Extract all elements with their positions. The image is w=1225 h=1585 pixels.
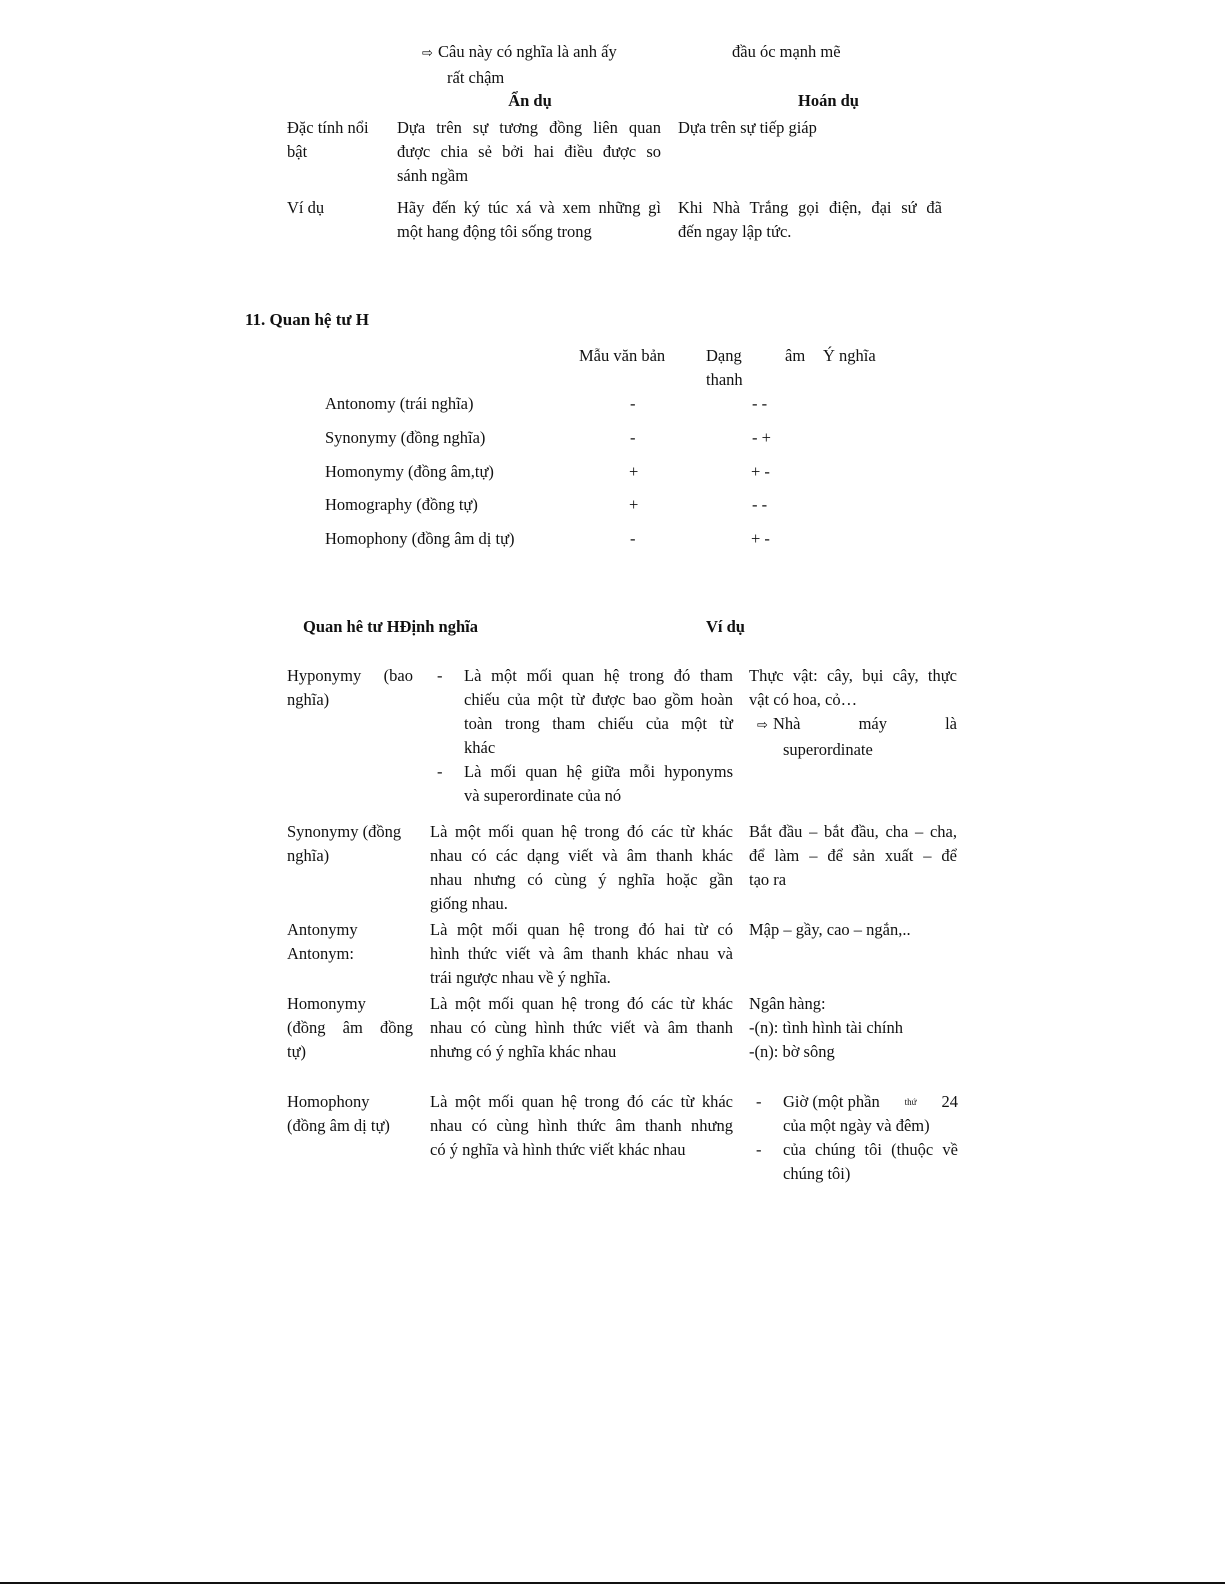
header-dang-line1: Dạng [706, 346, 742, 365]
relation-row: Synonymy (đồng nghĩa) [325, 428, 486, 447]
hyponymy-example-line2: vật có hoa, cỏ… [749, 690, 858, 709]
header-mau-van-ban: Mẫu văn bản [579, 346, 666, 365]
row1-an-du-line: được chia sẻ bởi hai điều được so [397, 142, 661, 161]
relation-col1: - [630, 428, 636, 447]
hyponymy-bullet1-line: toàn trong tham chiếu của một từ [464, 714, 733, 733]
hyponymy-bullet1-line: Là một mối quan hệ trong đó tham [464, 666, 733, 685]
synonymy-example-line: để làm – để sản xuất – để [749, 846, 957, 865]
row0-col2-line2: rất chậm [447, 68, 505, 87]
row2-hoan-du [678, 196, 942, 244]
hyponymy-term [287, 664, 413, 712]
synonymy-def-line: giống nhau. [430, 894, 508, 913]
row1-label [287, 116, 387, 164]
antonymy-term-line2: Antonym: [287, 944, 354, 963]
homonymy-example [749, 992, 903, 1064]
homophony-ex1-pre: Giờ (một phần [783, 1092, 880, 1111]
homophony-term-line1: Homophony [287, 1092, 370, 1111]
row0-col2-line1: Câu này có nghĩa là anh ấy [438, 42, 617, 61]
synonymy-example-line: tạo ra [749, 870, 787, 889]
page-bottom-rule [0, 1582, 1225, 1584]
homophony-ex1-small: thứ [904, 1097, 917, 1107]
relation-col2: + - [751, 529, 770, 548]
relation-row: Homography (đồng tự) [325, 495, 478, 514]
hyponymy-example-line1: Thực vật: cây, bụi cây, thực [749, 666, 957, 685]
relation-col2: - - [752, 495, 768, 514]
row1-hoan-du: Dựa trên sự tiếp giáp [678, 118, 817, 137]
bullet-dash-icon: - [756, 1140, 762, 1159]
relation-col1: - [630, 529, 636, 548]
synonymy-term [287, 820, 413, 868]
hyponymy-bullet-2 [437, 760, 733, 808]
row2-an-du [397, 196, 661, 244]
hyponymy-bullet2-line: và superordinate của nó [464, 786, 622, 805]
def-header-col1: Quan hê tư H [303, 617, 400, 636]
hyponymy-term-line2: nghĩa) [287, 690, 330, 709]
homonymy-term-line2: (đồng âm đồng [287, 1018, 413, 1037]
bullet-dash-icon: - [437, 762, 443, 781]
relation-col2: - + [752, 428, 771, 447]
header-dang-line2: thanh [706, 370, 743, 389]
hyponymy-bullet1-line: khác [464, 738, 496, 757]
relation-col1: - [630, 394, 636, 413]
antonymy-def-line: hình thức viết và âm thanh khác nhau và [430, 944, 733, 963]
relation-row: Homophony (đồng âm dị tự) [325, 529, 515, 548]
hyponymy-example [749, 664, 957, 762]
header-dang [706, 344, 743, 392]
row2-hoan-du-line: Khi Nhà Trắng gọi điện, đại sứ đã [678, 198, 942, 217]
row1-label-line2: bật [287, 142, 308, 161]
homonymy-def [430, 992, 733, 1064]
row1-label-line1: Đặc tính nổi [287, 118, 369, 137]
antonymy-def-line: trái ngược nhau về ý nghĩa. [430, 968, 611, 987]
antonymy-def [430, 918, 733, 990]
row1-an-du [397, 116, 661, 188]
hyponymy-example-arrow: Nhà máy là [773, 714, 957, 733]
row1-an-du-line: sánh ngầm [397, 166, 469, 185]
hyponymy-bullet-1 [437, 664, 733, 760]
homonymy-term-line1: Homonymy [287, 994, 366, 1013]
synonymy-example [749, 820, 957, 892]
homonymy-example-line: Ngân hàng: [749, 994, 826, 1013]
synonymy-def [430, 820, 733, 916]
synonymy-def-line: Là một mối quan hệ trong đó các từ khác [430, 822, 733, 841]
hyponymy-example-arrow-cont: superordinate [783, 740, 873, 759]
row2-an-du-line: một hang động tôi sống trong [397, 222, 592, 241]
def-header-vi-du: Ví dụ [706, 617, 745, 636]
hyponymy-bullet2-line: Là mối quan hệ giữa mỗi hyponyms [464, 762, 733, 781]
row2-an-du-line: Hãy đến ký túc xá và xem những gì [397, 198, 661, 217]
homophony-def-line: Là một mối quan hệ trong đó các từ khác [430, 1092, 733, 1111]
relation-row: Antonomy (trái nghĩa) [325, 394, 474, 413]
row0-col2 [422, 40, 652, 90]
homophony-ex2-line1: của chúng tôi (thuộc về [783, 1140, 958, 1159]
def-header-col2: Định nghĩa [399, 617, 478, 636]
antonymy-def-line: Là một mối quan hệ trong đó hai từ có [430, 920, 733, 939]
homonymy-term [287, 992, 413, 1064]
synonymy-term-line1: Synonymy (đồng [287, 822, 402, 841]
arrow-icon: ⇨ [422, 46, 433, 61]
homonymy-def-line: nhưng có ý nghĩa khác nhau [430, 1042, 617, 1061]
hyponymy-term-line1: Hyponymy (bao [287, 666, 413, 685]
homophony-example-2 [756, 1138, 958, 1186]
header-an-du: Ẩn dụ [508, 91, 552, 110]
relation-col1: + [629, 462, 639, 481]
homophony-def [430, 1090, 733, 1162]
relation-col2: - - [752, 394, 768, 413]
homophony-term-line2: (đồng âm dị tự) [287, 1116, 390, 1135]
row1-an-du-line: Dựa trên sự tương đồng liên quan [397, 118, 661, 137]
header-y-nghia: Ý nghĩa [823, 346, 876, 365]
hyponymy-bullet1-line: chiếu của một từ được bao gồm hoàn [464, 690, 733, 709]
antonymy-example: Mập – gầy, cao – ngắn,.. [749, 920, 911, 939]
homophony-ex1-post: 24 [941, 1092, 958, 1111]
section-11-heading: 11. Quan hệ tư H [245, 310, 370, 329]
relation-row: Homonymy (đồng âm,tự) [325, 462, 494, 481]
bullet-dash-icon: - [756, 1092, 762, 1111]
homophony-def-line: nhau có cùng hình thức âm thanh nhưng [430, 1116, 733, 1135]
relation-col1: + [629, 495, 639, 514]
antonymy-term-line1: Antonymy [287, 920, 358, 939]
row2-hoan-du-line: đến ngay lập tức. [678, 222, 792, 241]
homophony-ex2-line2: chúng tôi) [783, 1164, 851, 1183]
synonymy-example-line: Bắt đầu – bắt đầu, cha – cha, [749, 822, 957, 841]
homonymy-def-line: Là một mối quan hệ trong đó các từ khác [430, 994, 733, 1013]
synonymy-def-line: nhau nhưng có cùng ý nghĩa hoặc gần [430, 870, 733, 889]
header-am: âm [785, 346, 806, 365]
homonymy-def-line: nhau có cùng hình thức viết và âm thanh [430, 1018, 733, 1037]
relation-col2: + - [751, 462, 770, 481]
homophony-term [287, 1090, 417, 1138]
antonymy-term [287, 918, 413, 966]
row2-label: Ví dụ [287, 198, 325, 217]
header-hoan-du: Hoán dụ [798, 91, 859, 110]
homonymy-example-line: -(n): tình hình tài chính [749, 1018, 903, 1037]
homonymy-example-line: -(n): bờ sông [749, 1042, 835, 1061]
def-header-quan-he [303, 615, 478, 639]
homonymy-term-line3: tự) [287, 1042, 307, 1061]
homophony-def-line: có ý nghĩa và hình thức viết khác nhau [430, 1140, 686, 1159]
arrow-icon: ⇨ [757, 718, 768, 733]
homophony-example-1 [756, 1090, 958, 1138]
synonymy-def-line: nhau có các dạng viết và âm thanh khác [430, 846, 733, 865]
synonymy-term-line2: nghĩa) [287, 846, 330, 865]
homophony-ex1-line2: của một ngày và đêm) [783, 1116, 930, 1135]
bullet-dash-icon: - [437, 666, 443, 685]
row0-col3: đầu óc mạnh mẽ [732, 42, 841, 61]
